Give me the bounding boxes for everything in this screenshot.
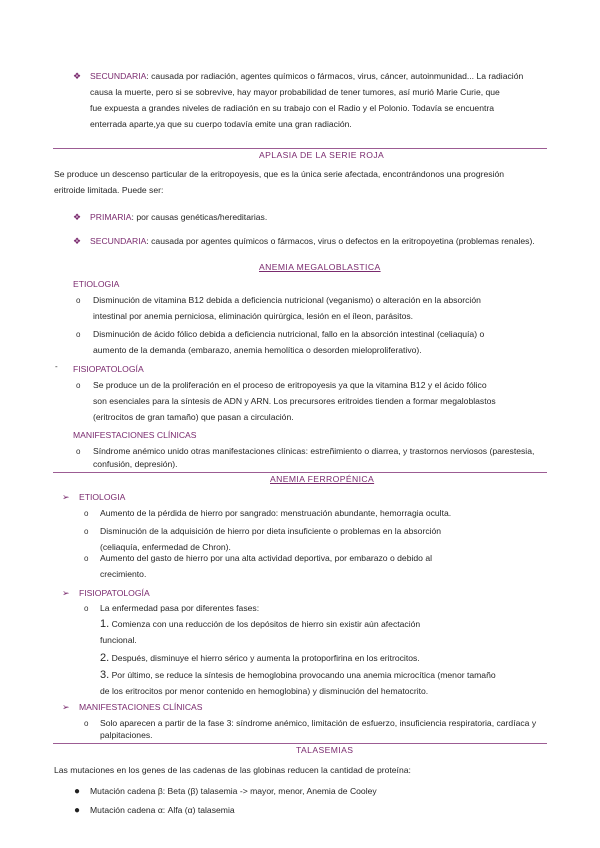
megalo-etio-2-line-1: Disminución de ácido fólico debida a deficiencia nutricional, fallo en la absorción intestinal (celiaquía) o (93, 329, 485, 339)
talasemias-title: TALASEMIAS (296, 745, 354, 755)
megalo-manif-line-1: Síndrome anémico unido otras manifestaciones clínicas: estreñimiento o diarrea, y trastornos nerviosos (parestesia, (93, 446, 535, 456)
arrow-bullet-icon: ➢ (62, 588, 70, 598)
stray-dash: - (55, 362, 58, 371)
ferro-phase-2-line-1: 2. Después, disminuye el hierro sérico y aumenta la protoporfirina en los eritrocitos. (100, 652, 420, 664)
ferro-fisio-intro: La enfermedad pasa por diferentes fases: (100, 603, 260, 613)
section-divider (53, 743, 547, 744)
ferro-etio-3-line-2: crecimiento. (100, 569, 147, 579)
aplasia-intro-line-1: Se produce un descenso particular de la eritropoyesis, que es la única serie afectada, encontrándonos una progresión (54, 169, 505, 179)
aplasia-title: APLASIA DE LA SERIE ROJA (259, 150, 385, 160)
circle-bullet-icon: o (84, 604, 89, 613)
diamond-bullet-icon: ❖ (73, 236, 82, 246)
section-divider (53, 148, 547, 149)
megalo-fisio-line-1: Se produce un de la proliferación en el proceso de eritropoyesis ya que la vitamina B12 y el ácido fólico (93, 380, 487, 390)
dot-bullet-icon: ● (74, 786, 81, 797)
arrow-bullet-icon: ➢ (62, 492, 70, 502)
megalo-manif-line-2: confusión, depresión). (93, 459, 178, 469)
ferro-phase-3-line-1: 3. Por último, se reduce la síntesis de hemoglobina provocando una anemia microcítica (menor tamaño (100, 669, 496, 681)
megaloblastica-etiologia-heading: ETIOLOGIA (73, 279, 120, 289)
talasemia-item-beta: Mutación cadena β: Beta (β) talasemia -> mayor, menor, Anemia de Cooley (90, 786, 377, 796)
secundaria-label: SECUNDARIA (90, 71, 147, 81)
circle-bullet-icon: o (84, 509, 89, 518)
secundaria-radiation-line-4: enterrada aparte,ya que su cuerpo todavía emite una gran radiación. (90, 119, 352, 129)
circle-bullet-icon: o (84, 719, 89, 728)
aplasia-secundaria: SECUNDARIA: causada por agentes químicos o fármacos, virus o defectos en la eritropoyetina (problemas renales). (90, 236, 535, 246)
ferropenica-manif-heading: MANIFESTACIONES CLÍNICAS (79, 702, 203, 712)
megaloblastica-manif-heading: MANIFESTACIONES CLÍNICAS (73, 430, 197, 440)
secundaria-radiation-line-2: causa la muerte, pero si se sobrevive, hay mayor probabilidad de tener tumores, así murió Marie Curie, que (90, 87, 500, 97)
ferro-etio-2-line-2: (celiaquía, enfermedad de Chron). (100, 542, 231, 552)
ferro-phase-3-line-2: de los eritrocitos por menor contenido en hemoglobina) y disminución del hematocrito. (100, 686, 429, 696)
megaloblastica-fisio-heading: FISIOPATOLOGÍA (73, 364, 144, 374)
arrow-bullet-icon: ➢ (62, 702, 70, 712)
megaloblastica-title: ANEMIA MEGALOBLASTICA (259, 262, 381, 272)
secundaria-radiation-line-1: SECUNDARIA: causada por radiación, agentes químicos o fármacos, virus, cáncer, autoinmunidad... La radiación (90, 71, 524, 81)
ferro-phase-1-line-1: 1. Comienza con una reducción de los depósitos de hierro sin existir aún afectación (100, 618, 421, 630)
aplasia-intro-line-2: eritroide limitada. Puede ser: (54, 185, 164, 195)
megalo-etio-1-line-1: Disminución de vitamina B12 debida a deficiencia nutricional (veganismo) o alteración en la absorción (93, 295, 481, 305)
talasemia-item-alfa: Mutación cadena α: Alfa (α) talasemia (90, 805, 235, 815)
ferropenica-fisio-heading: FISIOPATOLOGÍA (79, 588, 150, 598)
circle-bullet-icon: o (84, 554, 89, 563)
megalo-fisio-line-2: son esenciales para la síntesis de ADN y ARN. Los precursores eritroides tienden a formar megaloblastos (93, 396, 496, 406)
diamond-bullet-icon: ❖ (73, 71, 82, 81)
section-divider (53, 472, 547, 473)
circle-bullet-icon: o (76, 330, 81, 339)
circle-bullet-icon: o (76, 296, 81, 305)
megalo-etio-2-line-2: aumento de la demanda (embarazo, anemia hemolítica o desorden mieloproliferativo). (93, 345, 422, 355)
megalo-etio-1-line-2: intestinal por anemia perniciosa, eliminación quirúrgica, lesión en el íleon, parásitos. (93, 311, 414, 321)
ferro-etio-3-line-1: Aumento del gasto de hierro por una alta actividad deportiva, por embarazo o debido al (100, 553, 433, 563)
talasemias-intro: Las mutaciones en los genes de las cadenas de las globinas reducen la cantidad de proteína: (54, 765, 411, 775)
ferro-manif-line-1: Solo aparecen a partir de la fase 3: síndrome anémico, limitación de esfuerzo, insuficiencia respiratoria, cardíaca y (100, 718, 537, 728)
ferropenica-etiologia-heading: ETIOLOGIA (79, 492, 126, 502)
circle-bullet-icon: o (76, 447, 81, 456)
secundaria-radiation-line-3: fue expuesta a grandes niveles de radiación en su trabajo con el Radio y el Polonio. Todavía se encuentra (90, 103, 495, 113)
aplasia-primaria: PRIMARIA: por causas genéticas/hereditarias. (90, 212, 268, 222)
ferro-phase-1-line-2: funcional. (100, 635, 137, 645)
diamond-bullet-icon: ❖ (73, 212, 82, 222)
megalo-fisio-line-3: (eritrocitos de gran tamaño) que pasan a circulación. (93, 412, 294, 422)
circle-bullet-icon: o (76, 381, 81, 390)
dot-bullet-icon: ● (74, 805, 81, 816)
ferro-etio-2-line-1: Disminución de la adquisición de hierro por dieta insuficiente o problemas en la absorción (100, 526, 442, 536)
ferropenica-title: ANEMIA FERROPÉNICA (270, 474, 375, 484)
ferro-etio-1-line-1: Aumento de la pérdida de hierro por sangrado: menstruación abundante, hemorragia oculta. (100, 508, 452, 518)
ferro-manif-line-2: palpitaciones. (100, 730, 153, 740)
circle-bullet-icon: o (84, 527, 89, 536)
